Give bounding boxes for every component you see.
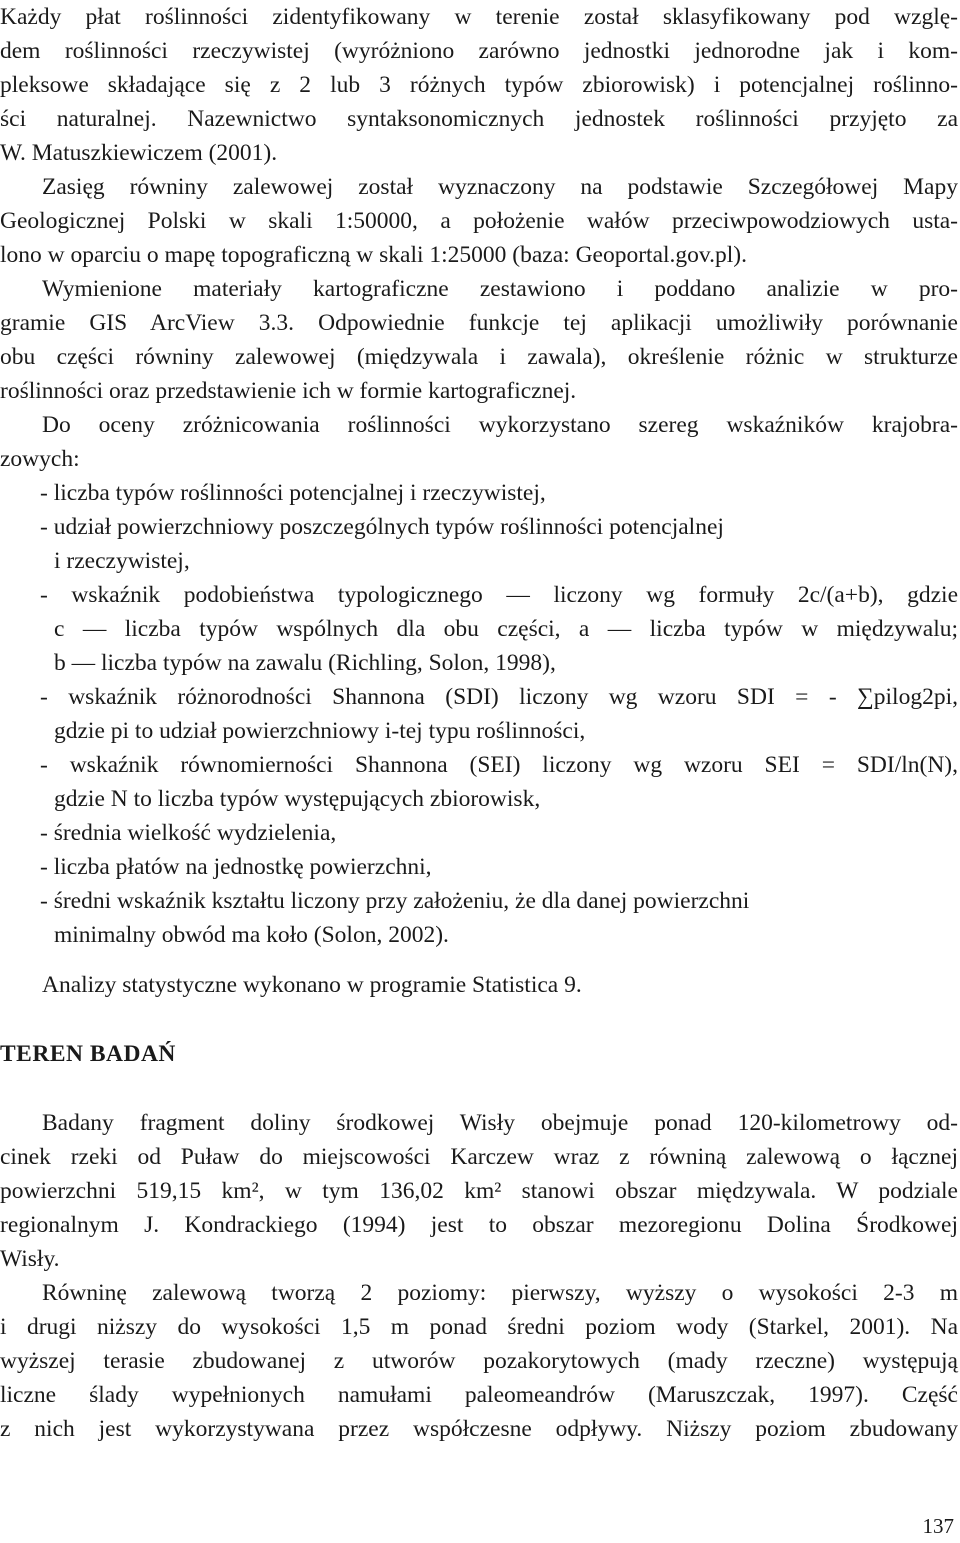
- text-line: roślinności oraz przedstawienie ich w formie kartograficznej.: [0, 378, 577, 404]
- text-line: W. Matuszkiewiczem (2001).: [0, 140, 278, 166]
- list-item: - wskaźnik podobieństwa typologicznego — liczony wg formuły 2c/(a+b), gdzie: [40, 582, 958, 608]
- list-item: - udział powierzchniowy poszczególnych typów roślinności potencjalnej: [40, 514, 724, 540]
- list-item: - średni wskaźnik kształtu liczony przy założeniu, że dla danej powierzchni: [40, 888, 750, 914]
- text-line: Równinę zalewową tworzą 2 poziomy: pierwszy, wyższy o wysokości 2-3 m: [42, 1280, 958, 1306]
- text-line: zowych:: [0, 446, 80, 472]
- list-item: - wskaźnik różnorodności Shannona (SDI) liczony wg wzoru SDI = - ∑pilog2pi,: [40, 684, 958, 710]
- text-line: cinek rzeki od Puław do miejscowości Karczew wraz z równiną zalewową o łącznej: [0, 1144, 958, 1170]
- list-item-continuation: minimalny obwód ma koło (Solon, 2002).: [54, 922, 449, 948]
- text-line: regionalnym J. Kondrackiego (1994) jest to obszar mezoregionu Dolina Środkowej: [0, 1212, 958, 1238]
- text-line: dem roślinności rzeczywistej (wyróżniono zarówno jednostki jednorodne jak i kom-: [0, 38, 958, 64]
- list-item: - liczba typów roślinności potencjalnej i rzeczywistej,: [40, 480, 546, 506]
- text-line: i drugi niższy do wysokości 1,5 m ponad średni poziom wody (Starkel, 2001). Na: [0, 1314, 958, 1340]
- list-item-continuation: c — liczba typów wspólnych dla obu części, a — liczba typów w międzywalu;: [54, 616, 958, 642]
- text-line: Wymienione materiały kartograficzne zestawiono i poddano analizie w pro-: [42, 276, 958, 302]
- text-line: Wisły.: [0, 1246, 60, 1272]
- text-line: Każdy płat roślinności zidentyfikowany w terenie został sklasyfikowany pod wzglę-: [0, 4, 958, 30]
- text-line: pleksowe składające się z 2 lub 3 różnych typów zbiorowisk) i potencjalnej roślinno-: [0, 72, 958, 98]
- section-heading: TEREN BADAŃ: [0, 1041, 176, 1067]
- list-item-continuation: b — liczba typów na zawalu (Richling, Solon, 1998),: [54, 650, 556, 676]
- text-line: Badany fragment doliny środkowej Wisły obejmuje ponad 120-kilometrowy od-: [42, 1110, 958, 1136]
- text-line: Geologicznej Polski w skali 1:50000, a położenie wałów przeciwpowodziowych usta-: [0, 208, 958, 234]
- list-item: - liczba płatów na jednostkę powierzchni,: [40, 854, 432, 880]
- text-line: liczne ślady wypełnionych namułami paleomeandrów (Maruszczak, 1997). Część: [0, 1382, 958, 1408]
- list-item-continuation: gdzie pi to udział powierzchniowy i-tej typu roślinności,: [54, 718, 586, 744]
- list-item: - wskaźnik równomierności Shannona (SEI) liczony wg wzoru SEI = SDI/ln(N),: [40, 752, 958, 778]
- text-line: Do oceny zróżnicowania roślinności wykorzystano szereg wskaźników krajobra-: [42, 412, 958, 438]
- text-line: obu części równiny zalewowej (międzywala i zawala), określenie różnic w strukturze: [0, 344, 958, 370]
- text-line: ści naturalnej. Nazewnictwo syntaksonomicznych jednostek roślinności przyjęto za: [0, 106, 958, 132]
- text-line: z nich jest wykorzystywana przez współczesne odpływy. Niższy poziom zbudowany: [0, 1416, 958, 1442]
- text-line: wyższej terasie zbudowanej z utworów pozakorytowych (mady rzeczne) występują: [0, 1348, 958, 1374]
- text-line: lono w oparciu o mapę topograficzną w skali 1:25000 (baza: Geoportal.gov.pl).: [0, 242, 747, 268]
- text-line: powierzchni 519,15 km², w tym 136,02 km² stanowi obszar międzywala. W podziale: [0, 1178, 958, 1204]
- text-line: Analizy statystyczne wykonano w programie Statistica 9.: [42, 972, 582, 998]
- page-number: 137: [922, 1514, 954, 1538]
- text-line: gramie GIS ArcView 3.3. Odpowiednie funkcje tej aplikacji umożliwiły porównanie: [0, 310, 958, 336]
- list-item-continuation: i rzeczywistej,: [54, 548, 190, 574]
- list-item: - średnia wielkość wydzielenia,: [40, 820, 337, 846]
- list-item-continuation: gdzie N to liczba typów występujących zbiorowisk,: [54, 786, 541, 812]
- text-line: Zasięg równiny zalewowej został wyznaczony na podstawie Szczegółowej Mapy: [42, 174, 958, 200]
